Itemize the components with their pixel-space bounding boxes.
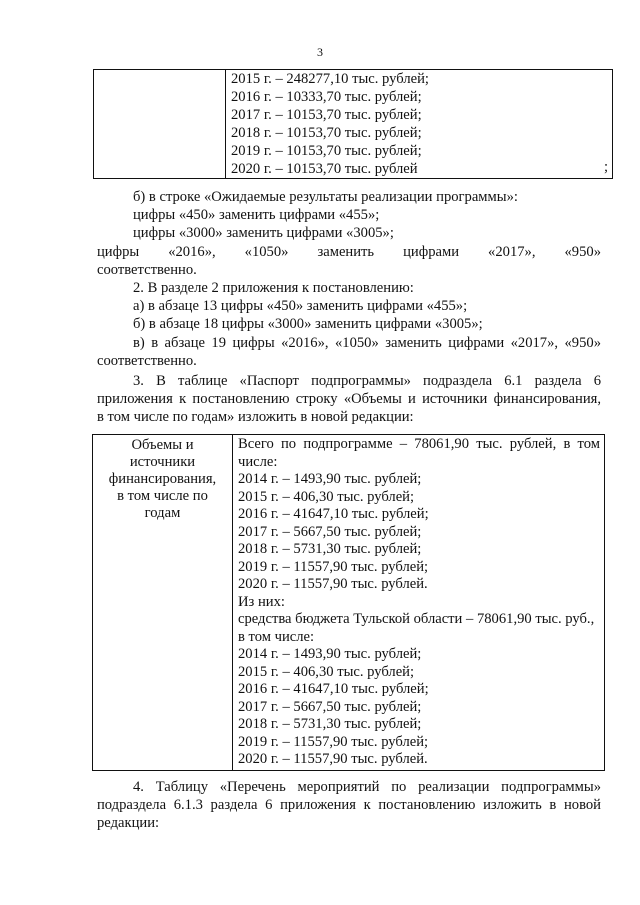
paragraph: цифры «2016», «1050» заменить цифрами «2017», «950» (97, 243, 601, 260)
year-line: 2016 г. – 10333,70 тыс. рублей; (231, 89, 422, 105)
total-line: числе: (238, 453, 278, 470)
table-row (93, 435, 605, 771)
year-line: 2019 г. – 11557,90 тыс. рублей; (238, 558, 429, 575)
year-line: 2015 г. – 406,30 тыс. рублей; (238, 488, 415, 505)
label-line: источники (129, 454, 196, 470)
label-line: в том числе по (117, 488, 208, 504)
year-line: 2016 г. – 41647,10 тыс. рублей; (238, 506, 429, 522)
budget-line: средства бюджета Тульской области – 78061,90 тыс. руб., (238, 611, 595, 627)
paragraph: цифры «3000» заменить цифрами «3005»; (133, 225, 394, 242)
year-line: 2019 г. – 10153,70 тыс. рублей; (231, 143, 422, 159)
total-line: Всего по подпрограмме – 78061,90 тыс. рублей, в том (238, 436, 600, 452)
financing-label-cell (93, 435, 233, 771)
year-line: 2019 г. – 11557,90 тыс. рублей; (238, 733, 429, 750)
label-line: Объемы и (131, 437, 194, 453)
paragraph: соответственно. (97, 261, 197, 278)
table-trailing-semicolon: ; (604, 159, 609, 175)
paragraph: приложения к постановлению строку «Объемы и источники финансирования, (97, 391, 601, 408)
section-3 (97, 372, 601, 427)
year-line: 2018 г. – 5731,30 тыс. рублей; (238, 541, 422, 557)
paragraph: цифры «450» заменить цифрами «455»; (133, 207, 380, 224)
financing-table-continued (93, 69, 613, 179)
section-expected-results (97, 188, 601, 279)
year-line: 2018 г. – 5731,30 тыс. рублей; (238, 716, 422, 732)
year-line: 2015 г. – 248277,10 тыс. рублей; (231, 71, 429, 87)
label-line: годам (144, 505, 181, 521)
subprogram-passport-table (92, 434, 605, 771)
year-line: 2020 г. – 11557,90 тыс. рублей. (238, 751, 428, 767)
table-row (94, 70, 613, 179)
year-line: 2016 г. – 41647,10 тыс. рублей; (238, 681, 429, 697)
paragraph: в том числе по годам» изложить в новой редакции: (97, 409, 414, 426)
year-line: 2015 г. – 406,30 тыс. рублей; (238, 663, 415, 680)
section-4 (97, 778, 601, 833)
budget-line: в том числе: (238, 628, 315, 645)
year-line: 2020 г. – 10153,70 тыс. рублей (231, 161, 418, 177)
paragraph: 3. В таблице «Паспорт подпрограммы» подраздела 6.1 раздела 6 (133, 373, 601, 389)
year-line: 2017 г. – 10153,70 тыс. рублей; (231, 107, 422, 123)
table-cell-years (226, 70, 613, 179)
year-line: 2017 г. – 5667,50 тыс. рублей; (238, 523, 422, 540)
table-cell-empty (94, 70, 226, 179)
label-line: финансирования, (108, 471, 217, 487)
year-line: 2014 г. – 1493,90 тыс. рублей; (238, 471, 422, 487)
financing-value-cell (233, 435, 605, 771)
paragraph: б) в строке «Ожидаемые результаты реализации программы»: (133, 189, 518, 205)
page-number: 3 (317, 45, 323, 59)
year-line: 2020 г. – 11557,90 тыс. рублей. (238, 576, 428, 592)
paragraph: соответственно. (97, 352, 197, 369)
paragraph: а) в абзаце 13 цифры «450» заменить цифрами «455»; (133, 298, 468, 315)
year-line: 2014 г. – 1493,90 тыс. рублей; (238, 646, 422, 662)
paragraph: 2. В разделе 2 приложения к постановлению: (133, 280, 414, 296)
year-line: 2018 г. – 10153,70 тыс. рублей; (231, 125, 422, 141)
paragraph: редакции: (97, 815, 160, 832)
year-line: 2017 г. – 5667,50 тыс. рублей; (238, 698, 422, 715)
paragraph: б) в абзаце 18 цифры «3000» заменить цифрами «3005»; (133, 316, 483, 333)
paragraph: подраздела 6.1.3 раздела 6 приложения к постановлению изложить в новой (97, 797, 601, 814)
paragraph: 4. Таблицу «Перечень мероприятий по реализации подпрограммы» (133, 779, 601, 795)
of-them-line: Из них: (238, 593, 285, 610)
paragraph: в) в абзаце 19 цифры «2016», «1050» заменить цифрами «2017», «950» (133, 334, 601, 351)
section-2 (97, 279, 601, 370)
